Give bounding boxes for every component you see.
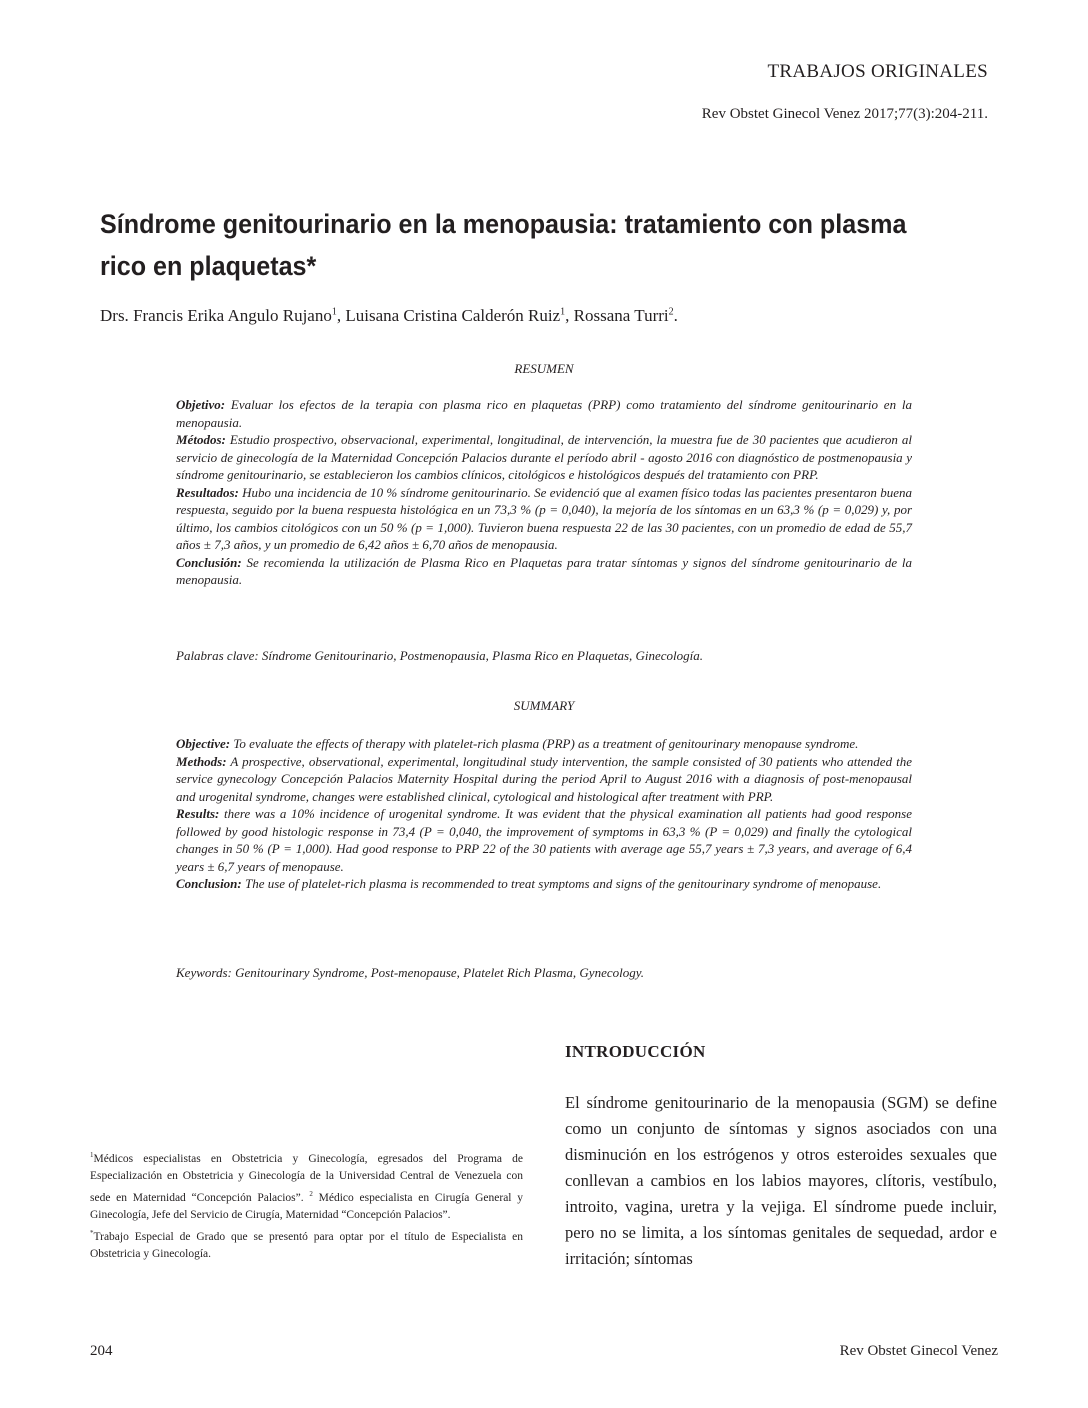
summary-methods: Methods: A prospective, observational, experimental, longitudinal study intervention, the sample consisted of 30 patients who attended the service gynecology Concepción Palacios Maternity Hospital during the period April to August 2016 with a diagnosis of post-menopausal and urogenital syndrome, changes were established clinical, cytological and histological after treatment with PRP. [176,753,912,804]
resumen-conclusion: Conclusión: Se recomienda la utilización de Plasma Rico en Plaquetas para tratar síntomas y signos del síndrome genitourinario de la menopausia. [176,554,912,587]
author-name: Rossana Turri [573,306,669,325]
paragraph-label: Results: [176,806,220,821]
paragraph-label: Objetivo: [176,397,226,412]
footnote-thesis: *Trabajo Especial de Grado que se presentó para optar por el título de Especialista en Obstetricia y Ginecología. [90,1228,523,1260]
author-affiliation-mark: 1 [560,306,566,318]
resumen-metodos: Métodos: Estudio prospectivo, observacional, experimental, longitudinal, de intervención, la muestra fue de 30 pacientes que acudieron al servicio de ginecología de la Maternidad Concepción Palacios durante el período abril - agosto 2016 con diagnóstico de postmenopausia y síndrome genitourinario, se establecieron los cambios clínicos, citológicos e histológicos después del tratamiento con PRP. [176,432,912,482]
summary-objective: Objective: To evaluate the effects of therapy with platelet-rich plasma (PRP) as a treatment of genitourinary menopause syndrome. [176,736,859,751]
paragraph-label: Objective: [176,736,231,751]
resumen-resultados: Resultados: Hubo una incidencia de 10 % síndrome genitourinario. Se evidenció que al examen físico todas las pacientes presentaron buena respuesta, seguido por la buena respuesta histológica en un 73,3 % (p = 0,040), la mejoría de los síntomas en un 63,3 % (p = 0,029) y, por último, los cambios citológicos con un 50 % (p = 1,000). Tuvieron buena respuesta 22 de las 30 pacientes, con un promedio de edad de 55,7 años ± 7,3 años, y un promedio de 6,42 años ± 6,70 años de menopausia. [176,484,912,552]
section-label: TRABAJOS ORIGINALES [767,61,988,82]
summary-results: Results: there was a 10% incidence of urogenital syndrome. It was evident that the physical examination all patients had good response followed by good histologic response in 73,4 (P = 0,040, the improvement of symptoms in 63,3 % (P = 0,029) and finally the cytological changes in 50 % (P = 1,000). Had good response to PRP 22 of the 30 patients with average age 55,7 years ± 7,3 years, and average of 6,4 years ± 6,7 years of menopause. [176,806,912,874]
journal-citation: Rev Obstet Ginecol Venez 2017;77(3):204-211. [701,106,988,122]
summary-abstract [176,735,912,893]
footnote-mark: * [90,1228,94,1237]
author-affiliation-mark: 1 [331,306,337,318]
paragraph-label: Métodos: [176,432,226,447]
introduction-text: El síndrome genitourinario de la menopausia (SGM) se define como un conjunto de síntomas y signos asociados con una disminución en los estrógenos y otros esteroides sexuales que conllevan a cambios en los labios mayores, clítoris, vestíbulo, introito, vagina, uretra y la vejiga. El síndrome puede incluir, pero no se limita, a los síntomas genitales de sequedad, ardor e irritación; síntomas [565,1093,997,1268]
page-number: 204 [90,1343,113,1359]
resumen-heading: RESUMEN [514,361,574,376]
paragraph-label: Conclusion: [176,876,242,891]
footnote-affiliations: $^1$Médicos especialistas en Obstetricia y Ginecología, egresados del Programa de Especialización en Obstetricia y Ginecología de la Universidad Central de Venezuela con sede en Maternidad “Concepción Palacios”. $^2$ Médico especialista en Cirugía General y Ginecología, Jefe del Servicio de Cirugía, Maternidad “Concepción Palacios”. [90,1151,524,1222]
paragraph-label: Conclusión: [176,554,242,570]
author-affiliation-mark: 2 [668,306,674,318]
article-title: Síndrome genitourinario en la menopausia: tratamiento con plasma rico en plaquetas* [100,209,907,281]
resumen-keywords: Palabras clave: Síndrome Genitourinario, Postmenopausia, Plasma Rico en Plaquetas, Ginecología. [176,648,704,663]
resumen-abstract [176,396,912,589]
summary-heading: SUMMARY [513,698,575,713]
resumen-objetivo: Objetivo: Evaluar los efectos de la terapia con plasma rico en plaquetas (PRP) como tratamiento del síndrome genitourinario en la menopausia. [176,397,912,430]
footnote-mark: 1 [90,1151,94,1159]
introduction-heading: INTRODUCCIÓN [565,1042,706,1061]
author-name: Luisana Cristina Calderón Ruiz [345,306,561,325]
summary-keywords: Keywords: Genitourinary Syndrome, Post-menopause, Platelet Rich Plasma, Gynecology. [176,965,645,980]
paragraph-label: Methods: [176,753,227,769]
paragraph-label: Resultados: [176,484,239,500]
journal-footer: Rev Obstet Ginecol Venez [839,1343,998,1359]
summary-conclusion: Conclusion: The use of platelet-rich plasma is recommended to treat symptoms and signs of the genitourinary syndrome of menopause. [176,876,882,891]
footnote-mark: 2 [309,1189,313,1198]
author-line: Drs. Francis Erika Angulo Rujano$^1$, Luisana Cristina Calderón Ruiz$^1$, Rossana Turri$^2$. [100,306,678,325]
footnotes [90,1147,523,1263]
author-name: Francis Erika Angulo Rujano [133,306,332,325]
authors-prefix: Drs. [100,306,134,325]
